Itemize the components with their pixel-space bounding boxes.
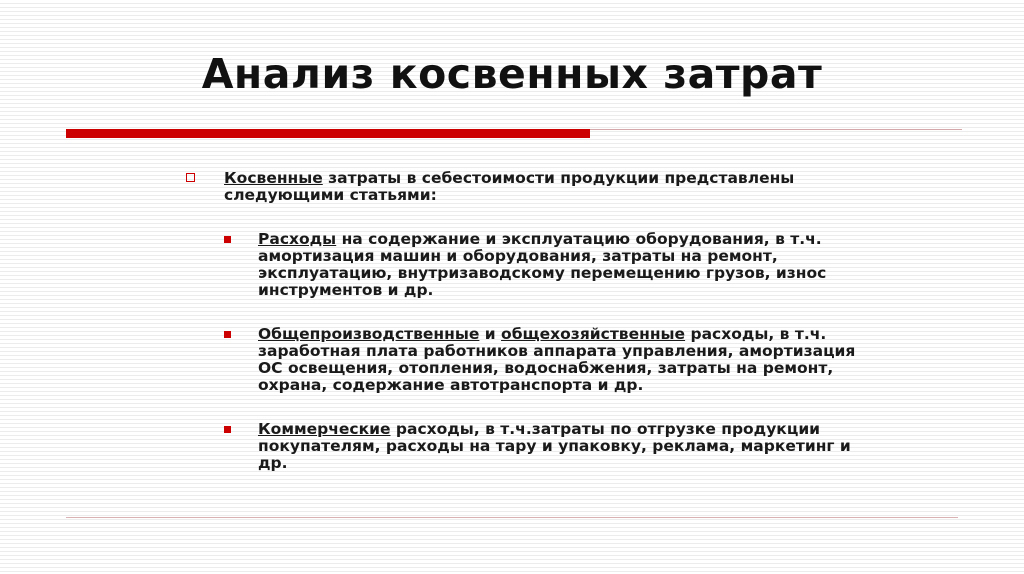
item-term-secondary: общехозяйственные [501,325,686,343]
item-term: Общепроизводственные [258,325,480,343]
footer-divider [66,517,958,518]
title-underline-red-bar [66,129,590,138]
item-term: Коммерческие [258,420,391,438]
intro-term: Косвенные [224,169,323,187]
hollow-square-bullet-icon [186,173,195,182]
filled-square-bullet-icon [224,236,231,243]
item-connector: и [479,325,502,343]
item-text: расходы, в т.ч. заработная плата работников аппарата управления, амортизация ОС освещения, отопления, водоснабжения, затраты на ремонт, охрана, содержание автотранспорта и др. [258,325,856,394]
title-underline-thin-line [590,129,962,130]
item-text: на содержание и эксплуатацию оборудования, в т.ч. амортизация машин и оборудования, затраты на ремонт, эксплуатацию, внутризаводскому перемещению грузов, износ инструментов и др. [258,230,827,299]
slide-content [186,170,876,499]
intro-text: затраты в себестоимости продукции представлены следующими статьями: [224,169,795,204]
filled-square-bullet-icon [224,331,231,338]
item-term: Расходы [258,230,337,248]
cost-items-list [224,231,876,472]
list-item [224,326,876,394]
item-text: расходы, в т.ч.затраты по отгрузке продукции покупателям, расходы на тару и упаковку, реклама, маркетинг и др. [258,420,851,472]
list-item [224,421,876,472]
list-item [224,231,876,299]
filled-square-bullet-icon [224,426,231,433]
intro-bullet [186,170,876,204]
slide-title: Анализ косвенных затрат [201,50,823,98]
